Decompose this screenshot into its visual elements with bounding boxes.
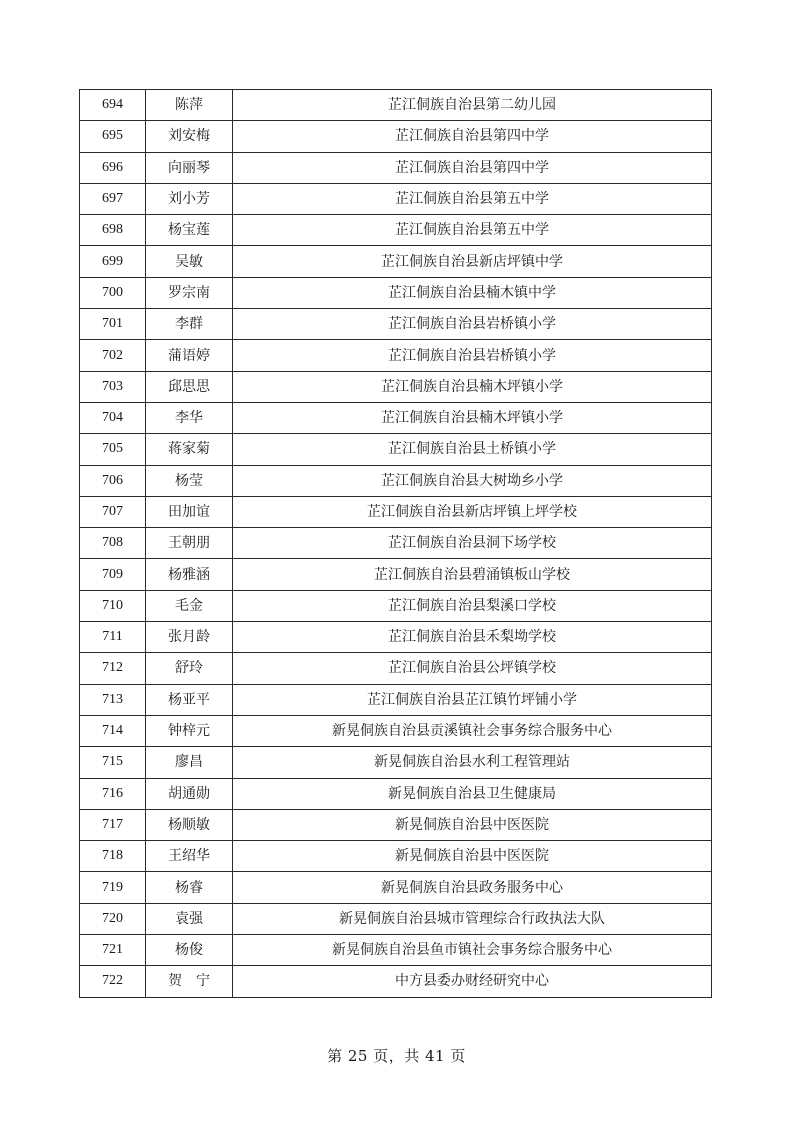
- table-row: [80, 90, 712, 121]
- person-name-cell: 刘小芳: [146, 183, 233, 214]
- table-row: [80, 715, 712, 746]
- table-row: [80, 246, 712, 277]
- work-unit-cell: 芷江侗族自治县第四中学: [233, 121, 712, 152]
- work-unit-cell: 新晃侗族自治县中医医院: [233, 809, 712, 840]
- roster-table-body: [80, 90, 712, 998]
- person-name-cell: 王朝朋: [146, 528, 233, 559]
- row-number-cell: 705: [80, 434, 146, 465]
- person-name-cell: 杨宝莲: [146, 215, 233, 246]
- row-number-cell: 717: [80, 809, 146, 840]
- work-unit-cell: 芷江侗族自治县岩桥镇小学: [233, 309, 712, 340]
- table-row: [80, 183, 712, 214]
- table-row: [80, 465, 712, 496]
- table-row: [80, 903, 712, 934]
- work-unit-cell: 新晃侗族自治县政务服务中心: [233, 872, 712, 903]
- row-number-cell: 698: [80, 215, 146, 246]
- person-name-cell: 杨雅涵: [146, 559, 233, 590]
- table-row: [80, 215, 712, 246]
- work-unit-cell: 芷江侗族自治县楠木坪镇小学: [233, 371, 712, 402]
- row-number-cell: 711: [80, 622, 146, 653]
- person-name-cell: 李华: [146, 402, 233, 433]
- work-unit-cell: 芷江侗族自治县楠木坪镇小学: [233, 402, 712, 433]
- person-name-cell: 胡通勋: [146, 778, 233, 809]
- row-number-cell: 713: [80, 684, 146, 715]
- table-row: [80, 152, 712, 183]
- work-unit-cell: 芷江侗族自治县新店坪镇中学: [233, 246, 712, 277]
- person-name-cell: 吴敏: [146, 246, 233, 277]
- table-row: [80, 402, 712, 433]
- row-number-cell: 706: [80, 465, 146, 496]
- person-name-cell: 刘安梅: [146, 121, 233, 152]
- table-row: [80, 121, 712, 152]
- row-number-cell: 720: [80, 903, 146, 934]
- work-unit-cell: 新晃侗族自治县城市管理综合行政执法大队: [233, 903, 712, 934]
- work-unit-cell: 芷江侗族自治县岩桥镇小学: [233, 340, 712, 371]
- row-number-cell: 696: [80, 152, 146, 183]
- work-unit-cell: 芷江侗族自治县碧涌镇板山学校: [233, 559, 712, 590]
- person-name-cell: 杨顺敏: [146, 809, 233, 840]
- work-unit-cell: 新晃侗族自治县贡溪镇社会事务综合服务中心: [233, 715, 712, 746]
- person-name-cell: 廖昌: [146, 747, 233, 778]
- work-unit-cell: 新晃侗族自治县鱼市镇社会事务综合服务中心: [233, 935, 712, 966]
- person-name-cell: 杨莹: [146, 465, 233, 496]
- person-name-cell: 毛金: [146, 590, 233, 621]
- page-footer: 第 25 页，共 41 页: [327, 1047, 466, 1065]
- work-unit-cell: 新晃侗族自治县水利工程管理站: [233, 747, 712, 778]
- row-number-cell: 718: [80, 841, 146, 872]
- row-number-cell: 707: [80, 496, 146, 527]
- row-number-cell: 715: [80, 747, 146, 778]
- row-number-cell: 710: [80, 590, 146, 621]
- row-number-cell: 716: [80, 778, 146, 809]
- work-unit-cell: 新晃侗族自治县卫生健康局: [233, 778, 712, 809]
- row-number-cell: 704: [80, 402, 146, 433]
- work-unit-cell: 芷江侗族自治县土桥镇小学: [233, 434, 712, 465]
- table-row: [80, 778, 712, 809]
- person-name-cell: 李群: [146, 309, 233, 340]
- person-name-cell: 袁强: [146, 903, 233, 934]
- work-unit-cell: 芷江侗族自治县公坪镇学校: [233, 653, 712, 684]
- table-row: [80, 528, 712, 559]
- work-unit-cell: 芷江侗族自治县大树坳乡小学: [233, 465, 712, 496]
- person-name-cell: 贺 宁: [146, 966, 233, 997]
- row-number-cell: 722: [80, 966, 146, 997]
- work-unit-cell: 芷江侗族自治县第五中学: [233, 183, 712, 214]
- table-row: [80, 559, 712, 590]
- table-row: [80, 434, 712, 465]
- row-number-cell: 702: [80, 340, 146, 371]
- table-row: [80, 277, 712, 308]
- table-row: [80, 935, 712, 966]
- roster-table: [79, 89, 712, 998]
- table-row: [80, 309, 712, 340]
- work-unit-cell: 芷江侗族自治县洞下场学校: [233, 528, 712, 559]
- work-unit-cell: 新晃侗族自治县中医医院: [233, 841, 712, 872]
- work-unit-cell: 芷江侗族自治县第二幼儿园: [233, 90, 712, 121]
- table-row: [80, 653, 712, 684]
- row-number-cell: 694: [80, 90, 146, 121]
- work-unit-cell: 芷江侗族自治县第五中学: [233, 215, 712, 246]
- table-row: [80, 872, 712, 903]
- person-name-cell: 钟梓元: [146, 715, 233, 746]
- table-row: [80, 371, 712, 402]
- person-name-cell: 舒玲: [146, 653, 233, 684]
- table-row: [80, 809, 712, 840]
- table-row: [80, 684, 712, 715]
- table-row: [80, 747, 712, 778]
- person-name-cell: 田加谊: [146, 496, 233, 527]
- row-number-cell: 721: [80, 935, 146, 966]
- table-row: [80, 590, 712, 621]
- row-number-cell: 695: [80, 121, 146, 152]
- person-name-cell: 陈萍: [146, 90, 233, 121]
- work-unit-cell: 芷江侗族自治县新店坪镇上坪学校: [233, 496, 712, 527]
- work-unit-cell: 芷江侗族自治县芷江镇竹坪铺小学: [233, 684, 712, 715]
- person-name-cell: 蒋家菊: [146, 434, 233, 465]
- work-unit-cell: 芷江侗族自治县楠木镇中学: [233, 277, 712, 308]
- person-name-cell: 向丽琴: [146, 152, 233, 183]
- row-number-cell: 708: [80, 528, 146, 559]
- person-name-cell: 张月龄: [146, 622, 233, 653]
- work-unit-cell: 芷江侗族自治县第四中学: [233, 152, 712, 183]
- person-name-cell: 杨俊: [146, 935, 233, 966]
- work-unit-cell: 中方县委办财经研究中心: [233, 966, 712, 997]
- row-number-cell: 699: [80, 246, 146, 277]
- row-number-cell: 701: [80, 309, 146, 340]
- row-number-cell: 719: [80, 872, 146, 903]
- work-unit-cell: 芷江侗族自治县梨溪口学校: [233, 590, 712, 621]
- person-name-cell: 蒲语婷: [146, 340, 233, 371]
- person-name-cell: 罗宗南: [146, 277, 233, 308]
- row-number-cell: 700: [80, 277, 146, 308]
- table-row: [80, 622, 712, 653]
- row-number-cell: 709: [80, 559, 146, 590]
- person-name-cell: 邱思思: [146, 371, 233, 402]
- row-number-cell: 703: [80, 371, 146, 402]
- work-unit-cell: 芷江侗族自治县禾梨坳学校: [233, 622, 712, 653]
- person-name-cell: 王绍华: [146, 841, 233, 872]
- table-row: [80, 841, 712, 872]
- table-row: [80, 340, 712, 371]
- row-number-cell: 712: [80, 653, 146, 684]
- row-number-cell: 697: [80, 183, 146, 214]
- table-row: [80, 496, 712, 527]
- table-row: [80, 966, 712, 997]
- row-number-cell: 714: [80, 715, 146, 746]
- person-name-cell: 杨睿: [146, 872, 233, 903]
- person-name-cell: 杨亚平: [146, 684, 233, 715]
